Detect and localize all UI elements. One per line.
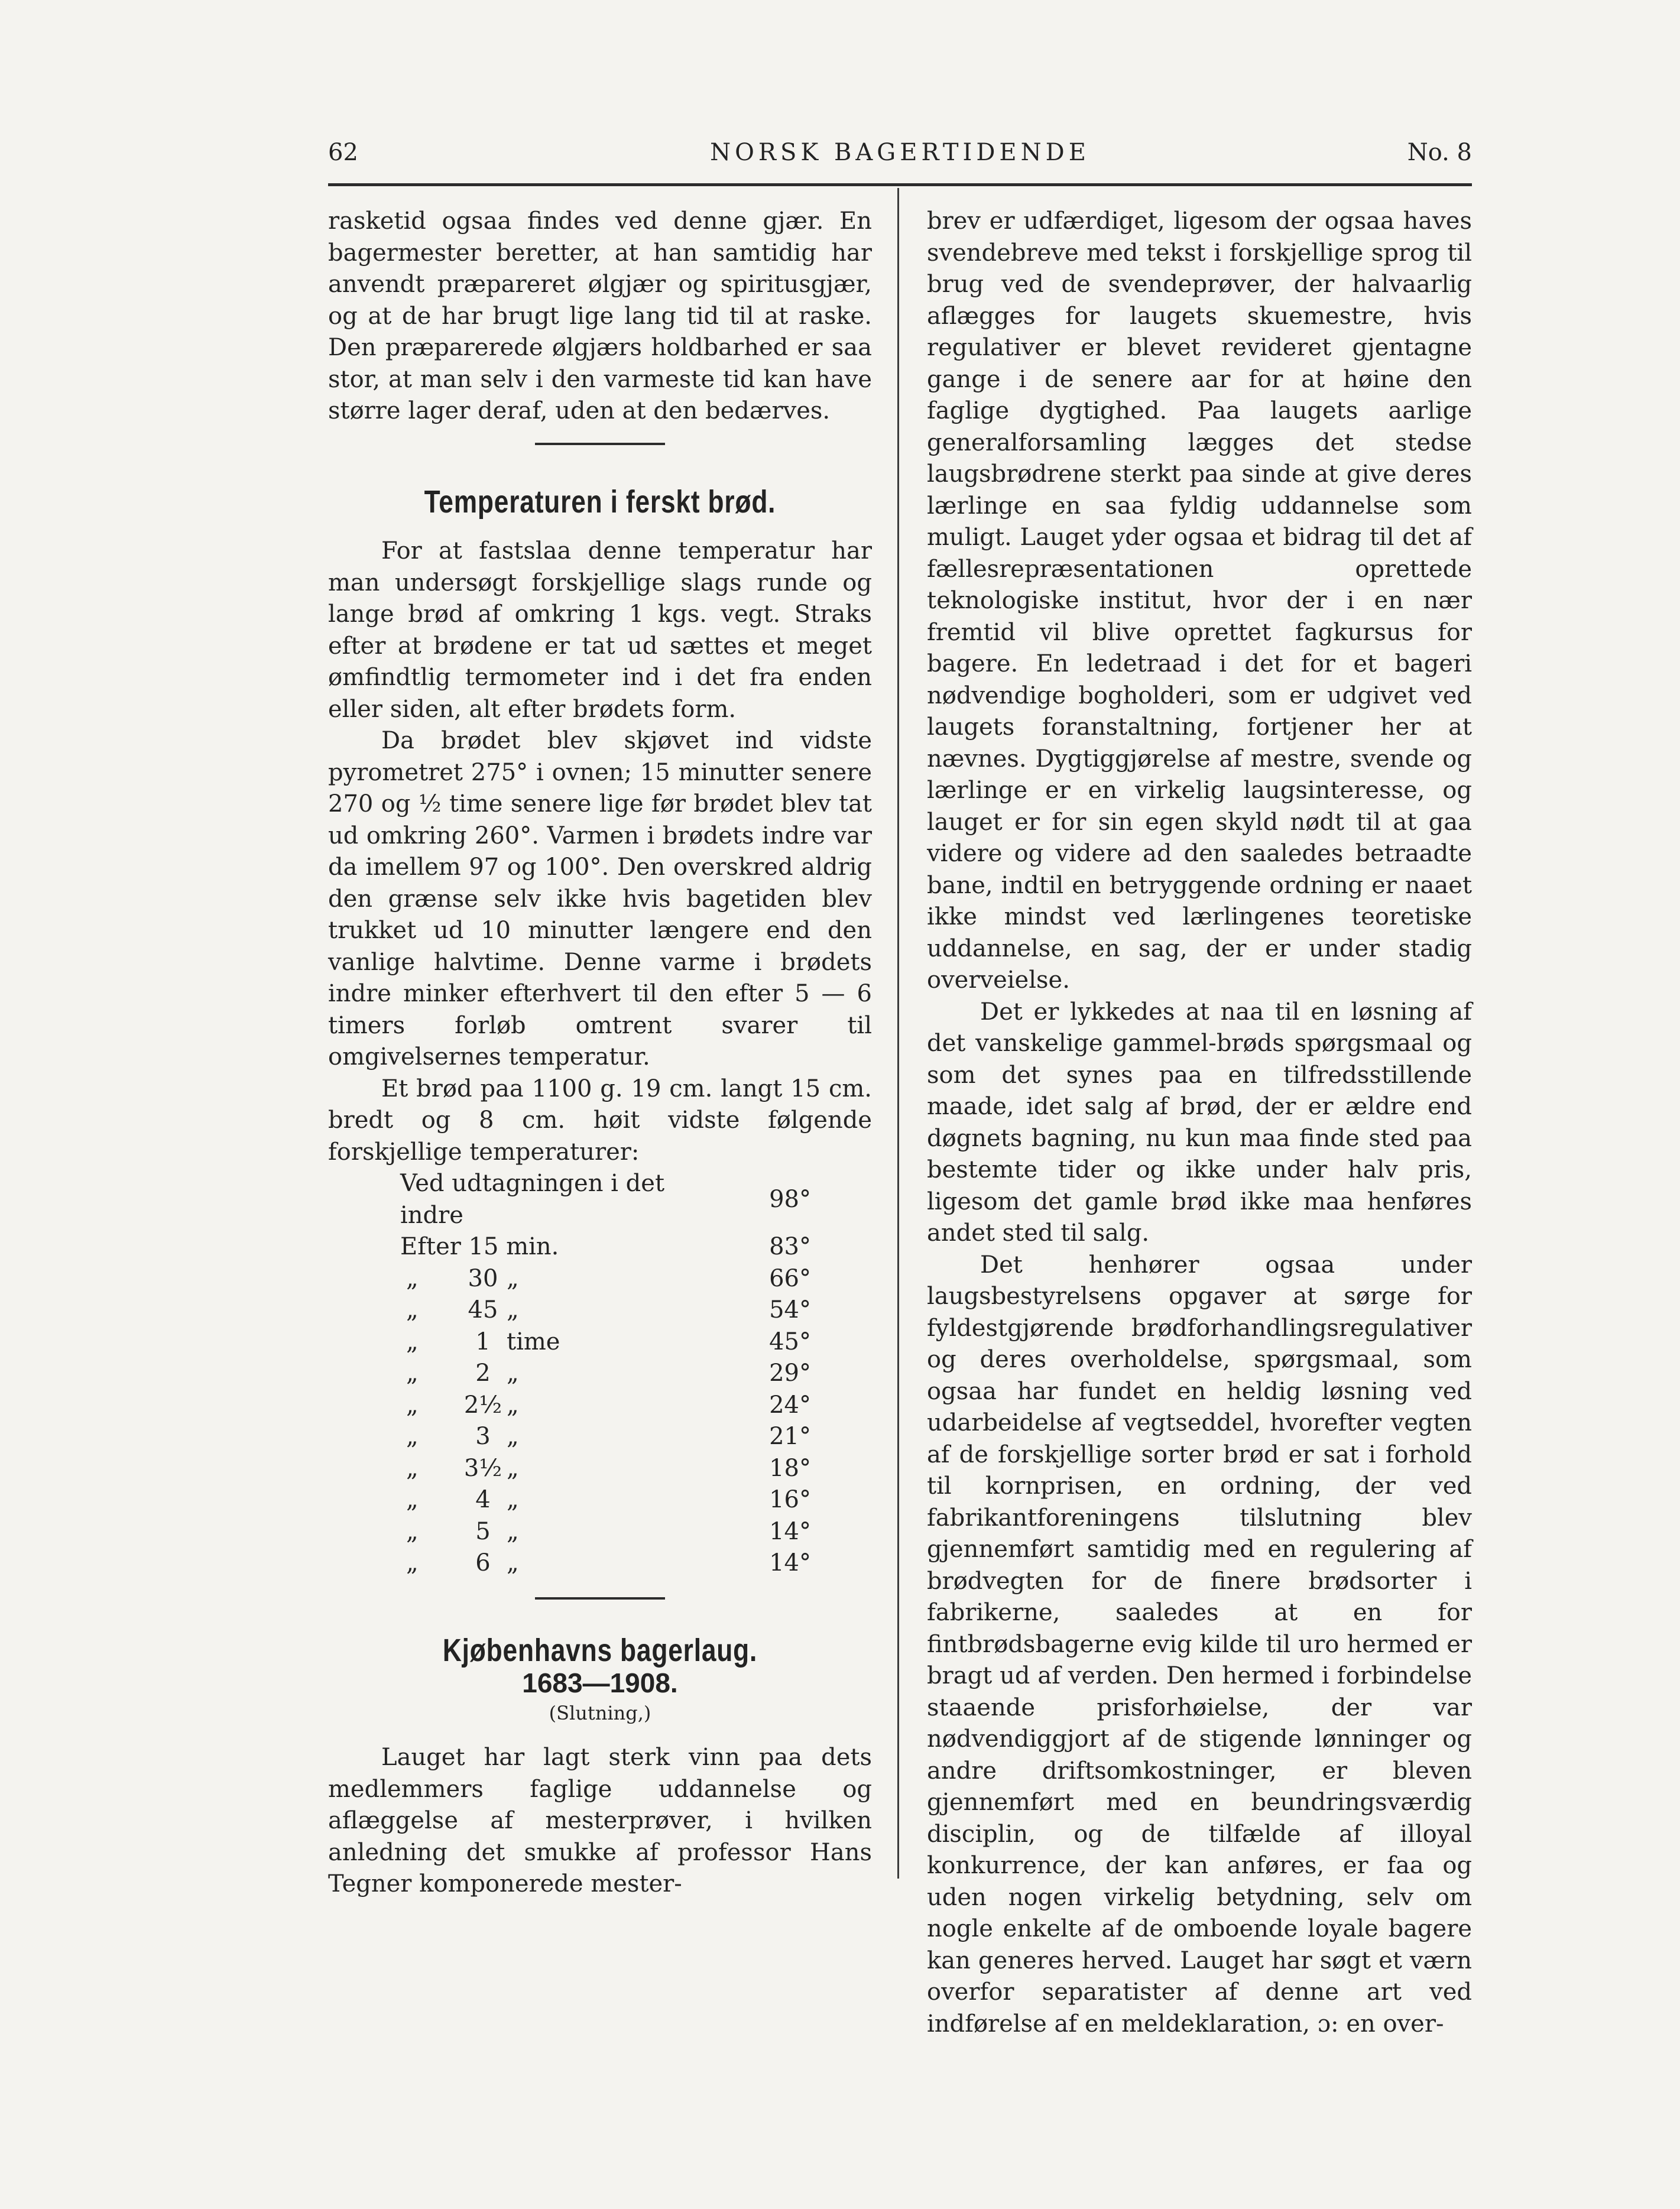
paragraph-intro: rasketid ogsaa findes ved denne gjær. En bagermester beretter, at han samtidig har anvendt præpareret ølgjær og spiritusgjær, og at de har brugt lige lang tid til at raske. Den præparerede ølgjærs holdbarhed er saa stor, at man selv i den varmeste tid kan have større lager deraf, uden at den bedærves.: [328, 207, 872, 424]
time-unit: „: [507, 1454, 519, 1482]
temperature-value: 14°: [769, 1549, 811, 1577]
temperature-value: 21°: [769, 1423, 811, 1450]
time-unit: time: [507, 1328, 560, 1355]
time-unit: „: [507, 1423, 519, 1450]
ditto-mark: „: [406, 1423, 419, 1450]
page-number: 62: [328, 139, 358, 166]
time-unit: „: [507, 1486, 519, 1513]
temperature-value: 98°: [769, 1185, 811, 1213]
paragraph-right-1: brev er udfærdiget, ligesom der ogsaa haves svendebreve med tekst i forskjellige sprog til brug ved de svendeprøver, der halvaarlig aflægges for laugets skuemestre, hvis regulativer er blevet revideret gjentagne gange i de senere aar for at høine den faglige dygtighed. Paa laugets aarlige generalforsamling lægges det stedse laugsbrødrene sterkt paa sinde at give deres lærlinge en saa fyldig uddannelse som muligt. Lauget yder ogsaa et bidrag til det af fællesrepræsentationen oprettede teknologiske institut, hvor der i en nær fremtid vil blive oprettet fagkursus for bagere. En ledetraad i det for et bageri nødvendige bogholderi, som er udgivet ved laugets foranstaltning, fortjener her at nævnes. Dygtiggjørelse af mestre, svende og lærlinge er en virkelig laugsinteresse, og lauget er for sin egen skyld nødt til at gaa videre og videre ad den saaledes betraadte bane, indtil en betryggende ordning er naaet ikke mindst ved lærlingenes teoretiske uddannelse, en sag, der er under stadig overveielse.: [927, 207, 1472, 994]
temperature-table: [400, 1168, 811, 1579]
temperature-value: 29°: [769, 1360, 811, 1387]
ditto-mark: „: [406, 1264, 419, 1292]
temperature-row: [400, 1453, 811, 1485]
time-unit: „: [507, 1549, 519, 1577]
temperature-row: [400, 1295, 811, 1326]
temperature-row: [400, 1358, 811, 1390]
temperature-value: 83°: [769, 1233, 811, 1260]
paragraph-temperature-3: Et brød paa 1100 g. 19 cm. langt 15 cm. bredt og 8 cm. høit vidste følgende forskjellige temperaturer:: [328, 1075, 872, 1166]
temperature-row: [400, 1168, 811, 1231]
time-amount: 2: [475, 1360, 491, 1387]
temperature-row: [400, 1516, 811, 1548]
time-unit: „: [507, 1296, 519, 1324]
temperature-row: [400, 1326, 811, 1358]
temperature-row: [400, 1231, 811, 1263]
left-column: [328, 206, 872, 1900]
time-unit: „: [507, 1391, 519, 1419]
paragraph-laug-1: Lauget har lagt sterk vinn paa dets medlemmers faglige uddannelse og aflæggelse af mesterprøver, i hvilken anledning det smukke af professor Hans Tegner komponerede mester-: [328, 1744, 872, 1897]
header-rule: [328, 183, 1472, 186]
temperature-label: Ved udtagningen i det indre: [400, 1170, 665, 1229]
time-unit: „: [507, 1264, 519, 1292]
ditto-mark: „: [406, 1328, 419, 1355]
temperature-row: [400, 1263, 811, 1295]
time-amount: 30: [468, 1264, 498, 1292]
heading-laug: Kjøbenhavns bagerlaug.: [442, 1632, 758, 1668]
time-unit: „: [507, 1517, 519, 1545]
temperature-row: [400, 1548, 811, 1579]
time-amount: 4: [475, 1486, 491, 1513]
temperature-value: 18°: [769, 1454, 811, 1482]
temperature-row: [400, 1390, 811, 1422]
issue-number: No. 8: [1407, 139, 1472, 166]
ditto-mark: „: [406, 1486, 419, 1513]
ditto-mark: „: [406, 1391, 419, 1419]
paragraph-temperature-2: Da brødet blev skjøvet ind vidste pyrometret 275° i ovnen; 15 minutter senere 270 og ½ time senere lige før brødet blev tat ud omkring 260°. Varmen i brødets indre var da imellem 97 og 100°. Den overskred aldrig den grænse selv ikke hvis bagetiden blev trukket ud 10 minutter længere end den vanlige halvtime. Denne varme i brødets indre minker efterhvert til den efter 5 — 6 timers forløb omtrent svarer til omgivelsernes temperatur.: [328, 727, 872, 1071]
paragraph-temperature-1: For at fastslaa denne temperatur har man undersøgt forskjellige slags runde og lange brød af omkring 1 kgs. vegt. Straks efter at brødene er tat ud sættes et meget ømfindtlig termometer ind i det fra enden eller siden, alt efter brødets form.: [328, 537, 872, 723]
temperature-value: 16°: [769, 1486, 811, 1513]
temperature-value: 66°: [769, 1264, 811, 1292]
time-amount: 3½: [463, 1454, 502, 1482]
time-amount: 3: [475, 1423, 491, 1450]
laug-years: 1683—1908.: [522, 1668, 678, 1698]
paragraph-right-3: Det henhører ogsaa under laugsbestyrelsens opgaver at sørge for fyldestgjørende brødforhandlingsregulativer og deres overholdelse, spørgsmaal, som ogsaa har fundet en heldig løsning ved udarbeidelse af vegtseddel, hvorefter vegten af de forskjellige sorter brød er sat i forhold til kornprisen, en ordning, der ved fabrikantforeningens tilslutning blev gjennemført samtidig med en regulering af brødvegten for de finere brødsorter i fabrikerne, saaledes at en for fintbrødsbagerne evig kilde til uro hermed er bragt ud af verden. Den hermed i forbindelse staaende prisforhøielse, der var nødvendiggjort af de stigende lønninger og andre driftsomkostninger, er bleven gjennemført med en beundringsværdig disciplin, og de tilfælde af illoyal konkurrence, der kan anføres, er faa og uden nogen virkelig betydning, selv om nogle enkelte af de omboende loyale bagere kan generes herved. Lauget har søgt et værn overfor separatister af denne art ved indførelse af en meldeklaration, ɔ: en over-: [927, 1251, 1472, 2038]
time-amount: 2½: [463, 1391, 502, 1419]
ditto-mark: „: [406, 1454, 419, 1482]
temperature-row: [400, 1484, 811, 1516]
right-column: [927, 206, 1472, 2040]
temperature-value: 54°: [769, 1296, 811, 1324]
time-amount: 6: [475, 1549, 491, 1577]
temperature-label: Efter 15 min.: [400, 1233, 559, 1260]
ditto-mark: „: [406, 1360, 419, 1387]
time-amount: 45: [468, 1296, 498, 1324]
time-unit: „: [507, 1360, 519, 1387]
section-separator: [535, 443, 665, 445]
ditto-mark: „: [406, 1549, 419, 1577]
section-separator: [535, 1597, 665, 1600]
page-header: [328, 139, 1472, 174]
time-amount: 1: [475, 1328, 491, 1355]
paragraph-right-2: Det er lykkedes at naa til en løsning af det vanskelige gammel-brøds spørgsmaal og som det synes paa en tilfredsstillende maade, idet salg af brød, der er ældre end døgnets bagning, nu kun maa finde sted paa bestemte tider og ikke under halv pris, ligesom det gamle brød ikke maa henføres andet sted til salg.: [927, 998, 1472, 1247]
laug-note: (Slutning,): [549, 1702, 651, 1724]
time-amount: 5: [475, 1517, 491, 1545]
column-divider: [897, 188, 899, 1879]
ditto-mark: „: [406, 1296, 419, 1324]
temperature-row: [400, 1421, 811, 1453]
temperature-value: 14°: [769, 1517, 811, 1545]
temperature-value: 45°: [769, 1328, 811, 1355]
ditto-mark: „: [406, 1517, 419, 1545]
temperature-value: 24°: [769, 1391, 811, 1419]
heading-temperature: Temperaturen i ferskt brød.: [424, 484, 776, 520]
publication-title: NORSK BAGERTIDENDE: [710, 139, 1090, 166]
